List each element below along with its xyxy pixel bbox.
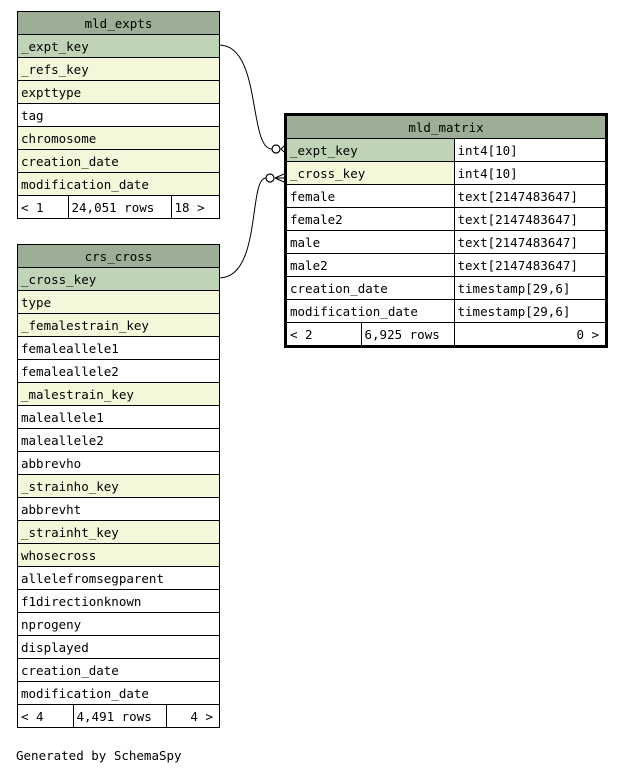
column-type: text[2147483647] <box>454 185 605 208</box>
row-count: 4,491 rows <box>73 705 166 728</box>
column-refs-key[interactable]: _refs_key <box>18 58 219 81</box>
row-count: 24,051 rows <box>68 196 171 219</box>
column-abbrevho[interactable]: abbrevho <box>18 452 219 475</box>
column-femaleallele2[interactable]: femaleallele2 <box>18 360 219 383</box>
column-type: timestamp[29,6] <box>454 277 605 300</box>
column-cross-key[interactable]: _cross_key <box>287 162 454 185</box>
column-type[interactable]: type <box>18 291 219 314</box>
table-title[interactable]: mld_matrix <box>287 116 605 139</box>
column-maleallele2[interactable]: maleallele2 <box>18 429 219 452</box>
column-type: int4[10] <box>454 139 605 162</box>
column-type: text[2147483647] <box>454 208 605 231</box>
parents-count[interactable]: < 4 <box>18 705 73 728</box>
row-count: 6,925 rows <box>361 323 454 346</box>
zero-many-marker <box>266 174 274 182</box>
column-femaleallele1[interactable]: femaleallele1 <box>18 337 219 360</box>
column-chromosome[interactable]: chromosome <box>18 127 219 150</box>
relationship-expt-key[interactable] <box>219 45 272 149</box>
column-modification-date[interactable]: modification_date <box>287 300 454 323</box>
column-creation-date[interactable]: creation_date <box>18 150 219 173</box>
crow-foot <box>281 146 284 152</box>
column-male[interactable]: male <box>287 231 454 254</box>
column-whosecross[interactable]: whosecross <box>18 544 219 567</box>
column-creation-date[interactable]: creation_date <box>287 277 454 300</box>
children-count[interactable]: 4 > <box>166 705 219 728</box>
column-female[interactable]: female <box>287 185 454 208</box>
column-malestrain-key[interactable]: _malestrain_key <box>18 383 219 406</box>
table-title[interactable]: crs_cross <box>18 245 219 268</box>
column-type: text[2147483647] <box>454 254 605 277</box>
column-type: timestamp[29,6] <box>454 300 605 323</box>
parents-count[interactable]: < 2 <box>287 323 361 346</box>
column-nprogeny[interactable]: nprogeny <box>18 613 219 636</box>
column-femalestrain-key[interactable]: _femalestrain_key <box>18 314 219 337</box>
column-strainho-key[interactable]: _strainho_key <box>18 475 219 498</box>
column-modification-date[interactable]: modification_date <box>18 682 219 705</box>
children-count[interactable]: 0 > <box>454 323 605 346</box>
relationship-cross-key[interactable] <box>219 178 266 278</box>
column-strainht-key[interactable]: _strainht_key <box>18 521 219 544</box>
column-maleallele1[interactable]: maleallele1 <box>18 406 219 429</box>
column-type: text[2147483647] <box>454 231 605 254</box>
column-expt-key[interactable]: _expt_key <box>18 35 219 58</box>
zero-many-marker <box>272 145 280 153</box>
column-tag[interactable]: tag <box>18 104 219 127</box>
column-allelefromsegparent[interactable]: allelefromsegparent <box>18 567 219 590</box>
column-modification-date[interactable]: modification_date <box>18 173 219 196</box>
column-abbrevht[interactable]: abbrevht <box>18 498 219 521</box>
column-expttype[interactable]: expttype <box>18 81 219 104</box>
children-count[interactable]: 18 > <box>171 196 219 219</box>
column-creation-date[interactable]: creation_date <box>18 659 219 682</box>
column-f1directionknown[interactable]: f1directionknown <box>18 590 219 613</box>
column-female2[interactable]: female2 <box>287 208 454 231</box>
parents-count[interactable]: < 1 <box>18 196 68 219</box>
crow-foot <box>275 174 284 182</box>
column-displayed[interactable]: displayed <box>18 636 219 659</box>
column-cross-key[interactable]: _cross_key <box>18 268 219 291</box>
column-type: int4[10] <box>454 162 605 185</box>
column-expt-key[interactable]: _expt_key <box>287 139 454 162</box>
table-title[interactable]: mld_expts <box>18 12 219 35</box>
column-male2[interactable]: male2 <box>287 254 454 277</box>
generated-by-text: Generated by SchemaSpy <box>16 748 182 763</box>
